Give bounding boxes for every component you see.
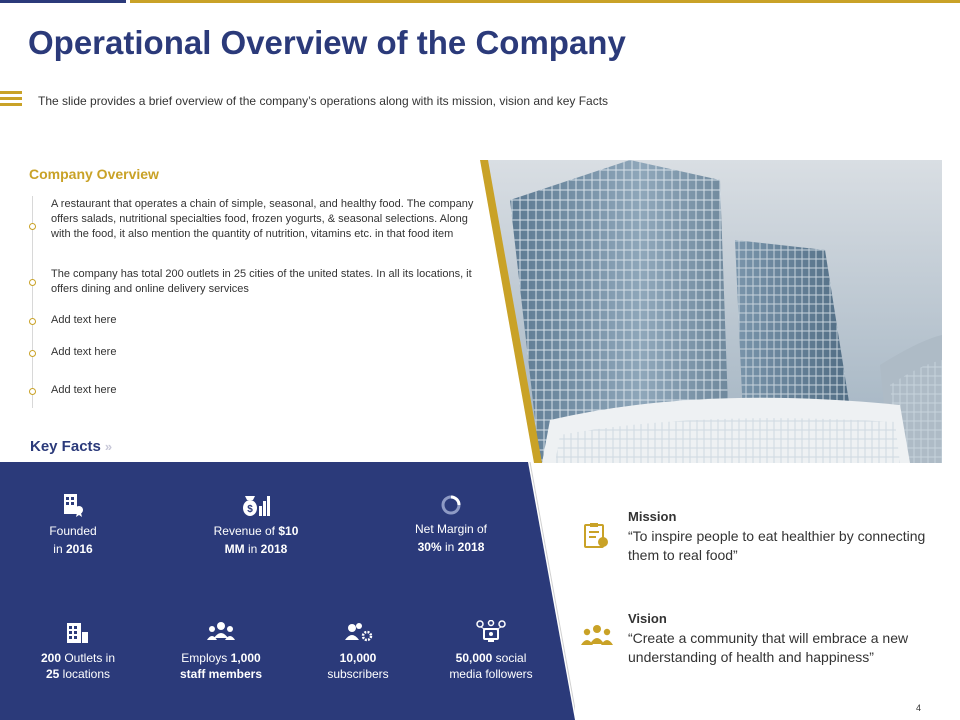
team-icon	[206, 620, 236, 644]
timeline-dot	[29, 223, 36, 230]
key-facts-heading	[30, 438, 112, 455]
fact-value: 1,000	[230, 651, 261, 665]
group-icon	[581, 624, 613, 646]
fact-text: locations	[59, 667, 111, 681]
fact-value: 30%	[417, 540, 442, 554]
fact-subscribers	[306, 620, 410, 682]
office-building-icon	[65, 620, 91, 644]
slide-title: Operational Overview of the Company	[28, 24, 626, 61]
fact-social-line1	[432, 650, 550, 666]
users-gear-icon	[343, 620, 373, 644]
money-bag-chart-icon	[242, 492, 270, 518]
key-facts-label: Key Facts	[30, 438, 101, 455]
double-chevron-icon: »	[104, 439, 113, 454]
fact-employees-line1	[166, 650, 276, 666]
fact-value: 200	[40, 651, 61, 665]
fact-social	[432, 620, 550, 682]
fact-revenue-line2	[196, 540, 316, 558]
clipboard-icon	[582, 521, 610, 549]
fact-text: in	[53, 542, 66, 556]
svg-text:$: $	[247, 504, 253, 515]
page-number: 4	[916, 703, 922, 713]
fact-value: 25	[45, 667, 60, 681]
fact-text: Employs	[181, 651, 231, 665]
slide-subtitle: The slide provides a brief overview of the company’s operations along with its mission, vision and key Facts	[38, 94, 609, 108]
fact-text: Outlets in	[61, 651, 116, 665]
vision-title: Vision	[628, 611, 667, 626]
fact-outlets-line1	[26, 650, 130, 666]
building-certificate-icon	[61, 492, 85, 518]
overview-item: Add text here	[51, 314, 117, 326]
timeline-dot	[29, 388, 36, 395]
loading-circle-icon	[440, 494, 462, 516]
mission-text: “To inspire people to eat healthier by connecting them to real food”	[628, 528, 926, 563]
fact-subscribers-line2: subscribers	[327, 667, 389, 681]
fact-value: 2018	[260, 542, 288, 556]
fact-founded-line2	[30, 540, 116, 558]
overview-item: The company has total 200 outlets in 25 cities of the united states. In all its locations, it offers dining and online delivery services	[51, 268, 472, 295]
timeline-dot	[29, 318, 36, 325]
fact-founded-line1: Founded	[49, 524, 97, 538]
fact-text: in	[244, 542, 261, 556]
fact-revenue	[196, 492, 316, 558]
fact-value: $10	[278, 524, 299, 538]
overview-item: Add text here	[51, 384, 117, 396]
top-accent-bar-gold	[130, 0, 960, 3]
mission-title: Mission	[628, 509, 677, 524]
fact-net-margin-line2	[392, 538, 510, 556]
company-overview-heading: Company Overview	[29, 166, 159, 182]
fact-value: 2016	[65, 542, 93, 556]
fact-outlets	[26, 620, 130, 682]
overview-item: Add text here	[51, 346, 117, 358]
fact-text: in	[441, 540, 458, 554]
timeline-dot	[29, 279, 36, 286]
timeline-dot	[29, 350, 36, 357]
fact-value: staff members	[179, 667, 263, 681]
top-accent-bar-navy	[0, 0, 126, 3]
fact-value: MM	[224, 542, 245, 556]
fact-net-margin	[392, 494, 510, 556]
menu-lines-icon	[0, 91, 22, 107]
fact-value: 2018	[457, 540, 485, 554]
fact-value: 50,000	[455, 651, 493, 665]
building-photo	[480, 160, 942, 463]
vision-text: “Create a community that will embrace a new understanding of health and happiness”	[628, 630, 909, 665]
fact-net-margin-line1: Net Margin of	[414, 522, 488, 536]
fact-employees-line2	[166, 666, 276, 682]
fact-outlets-line2	[26, 666, 130, 682]
fact-social-line2: media followers	[449, 667, 533, 681]
fact-text: Revenue of	[213, 524, 279, 538]
fact-revenue-line1	[196, 522, 316, 540]
fact-subscribers-line1: 10,000	[339, 651, 377, 665]
overview-item: A restaurant that operates a chain of simple, seasonal, and healthy food. The company offers salads, nutritional specialties food, frozen yogurts, & seasonal selections. Along with the food, it also mention the quantity of nutrition, vitamins etc. in that food item	[51, 198, 474, 240]
fact-founded	[30, 492, 116, 558]
social-network-icon	[476, 620, 506, 644]
fact-text: social	[492, 651, 527, 665]
fact-employees	[166, 620, 276, 682]
